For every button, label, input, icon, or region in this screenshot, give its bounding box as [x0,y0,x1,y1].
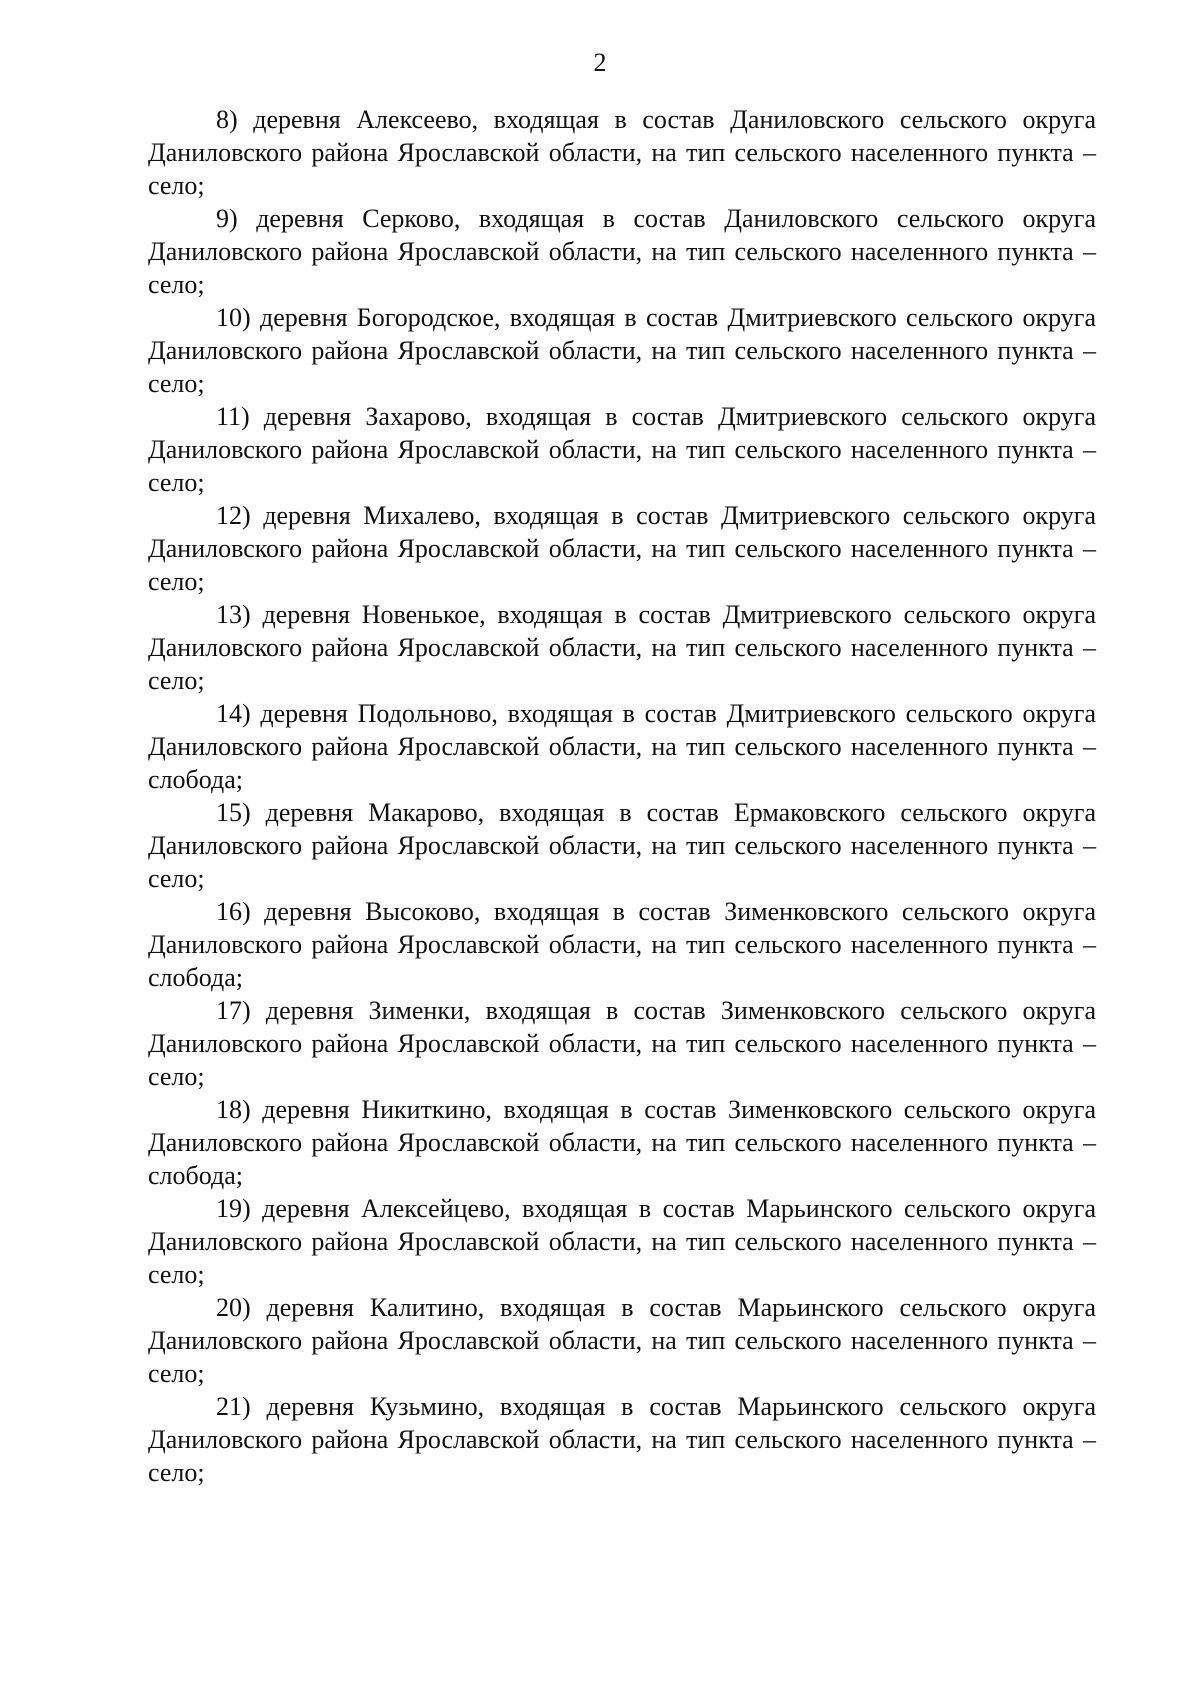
list-item: 16) деревня Высоково, входящая в состав Зименковского сельского округа Даниловского района Ярославской области, на тип сельского населенного пункта – слобода; [148,897,1096,992]
list-item: 10) деревня Богородское, входящая в состав Дмитриевского сельского округа Даниловского района Ярославской области, на тип сельского населенного пункта – село; [148,303,1096,398]
list-item: 18) деревня Никиткино, входящая в состав Зименковского сельского округа Даниловского района Ярославской области, на тип сельского населенного пункта – слобода; [148,1095,1096,1190]
list-item: 21) деревня Кузьмино, входящая в состав Марьинского сельского округа Даниловского района Ярославской области, на тип сельского населенного пункта – село; [148,1392,1096,1487]
list-item: 17) деревня Зименки, входящая в состав Зименковского сельского округа Даниловского района Ярославской области, на тип сельского населенного пункта – село; [148,996,1096,1091]
list-item: 19) деревня Алексейцево, входящая в состав Марьинского сельского округа Даниловского района Ярославской области, на тип сельского населенного пункта – село; [148,1194,1096,1289]
page-number: 2 [593,48,607,77]
list-item: 13) деревня Новенькое, входящая в состав Дмитриевского сельского округа Даниловского района Ярославской области, на тип сельского населенного пункта – село; [148,600,1096,695]
list-item: 20) деревня Калитино, входящая в состав Марьинского сельского округа Даниловского района Ярославской области, на тип сельского населенного пункта – село; [148,1293,1096,1388]
list-item: 11) деревня Захарово, входящая в состав Дмитриевского сельского округа Даниловского района Ярославской области, на тип сельского населенного пункта – село; [148,402,1096,497]
document-body [148,103,1096,1489]
list-item: 12) деревня Михалево, входящая в состав Дмитриевского сельского округа Даниловского района Ярославской области, на тип сельского населенного пункта – село; [148,501,1096,596]
list-item: 9) деревня Серково, входящая в состав Даниловского сельского округа Даниловского района Ярославской области, на тип сельского населенного пункта – село; [148,204,1096,299]
list-item: 15) деревня Макарово, входящая в состав Ермаковского сельского округа Даниловского района Ярославской области, на тип сельского населенного пункта – село; [148,798,1096,893]
list-item: 14) деревня Подольново, входящая в состав Дмитриевского сельского округа Даниловского района Ярославской области, на тип сельского населенного пункта – слобода; [148,699,1096,794]
list-item: 8) деревня Алексеево, входящая в состав Даниловского сельского округа Даниловского района Ярославской области, на тип сельского населенного пункта – село; [148,105,1096,200]
